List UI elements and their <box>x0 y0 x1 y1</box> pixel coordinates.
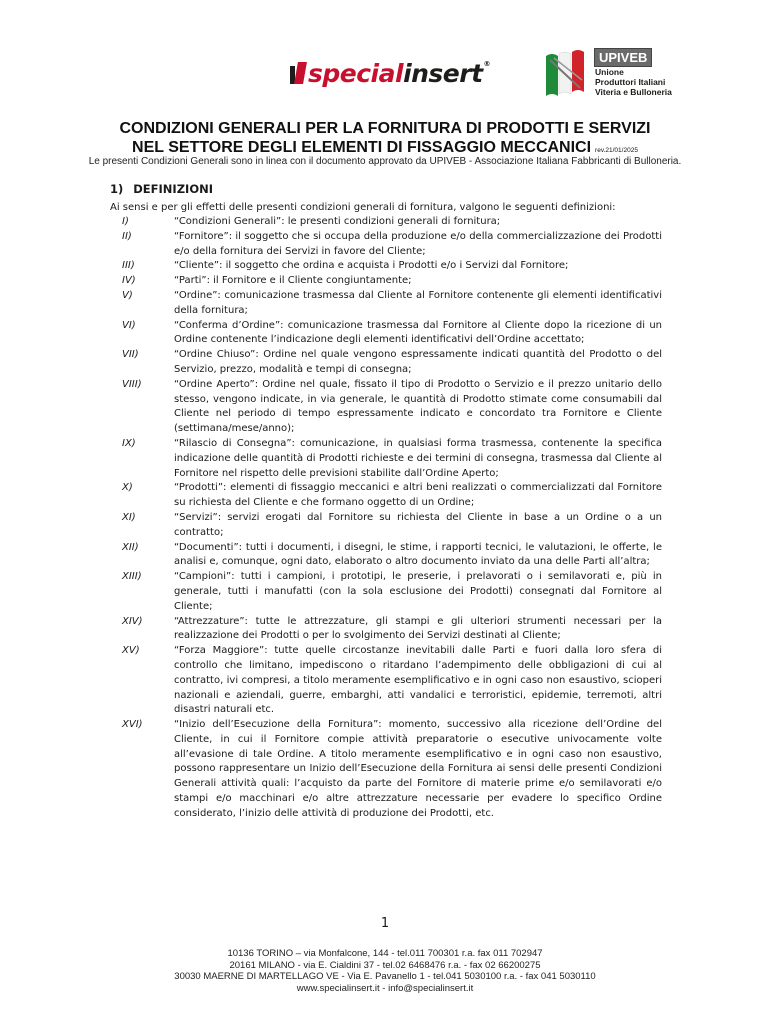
definition-number: III) <box>122 260 135 272</box>
definition-item <box>112 319 662 349</box>
definition-number: VIII) <box>122 378 142 390</box>
definition-number: II) <box>122 230 132 242</box>
definition-item <box>112 541 662 571</box>
definition-text: “Documenti”: tutti i documenti, i disegni, le stime, i rapporti tecnici, le valutazioni, le offerte, le analisi e, comunque, ogni dato, elaborato o altro documento inviato da una delle Parti all’altra; <box>174 541 662 568</box>
definition-text: “Prodotti”: elementi di fissaggio meccanici e altri beni realizzati o commercializzati dal Fornitore su richiesta del Cliente e che formano oggetto di un Ordine; <box>174 482 662 509</box>
section-lead: Ai sensi e per gli effetti delle presenti condizioni generali di fornitura, valgono le seguenti definizioni: <box>110 202 616 213</box>
italian-flag-icon <box>544 50 588 98</box>
definition-number: XVI) <box>122 719 143 731</box>
logo-text-part1: special <box>308 58 404 88</box>
definition-text: “Servizi”: servizi erogati dal Fornitore su richiesta del Cliente in base a un Ordine o a un contratto; <box>174 511 662 538</box>
definition-item <box>112 215 662 230</box>
definition-text: “Attrezzature”: tutte le attrezzature, gli stampi e gli ulteriori strumenti necessari per la realizzazione dei Prodotti o per lo svolgimento dei Servizi destinati al Cliente; <box>174 615 662 642</box>
definition-number: IX) <box>122 437 136 449</box>
definition-number: XIII) <box>122 571 142 583</box>
registered-mark: ® <box>483 59 491 68</box>
definition-number: V) <box>122 289 133 301</box>
definition-number: X) <box>122 482 133 494</box>
specialinsert-mark-icon <box>290 62 306 84</box>
definition-text: “Ordine”: comunicazione trasmessa dal Cliente al Fornitore contenente gli elementi identificativi della fornitura; <box>174 289 662 316</box>
definition-item <box>112 348 662 378</box>
definition-number: XV) <box>122 645 140 657</box>
definition-number: IV) <box>122 275 136 287</box>
upiveb-logo <box>544 48 694 98</box>
definition-number: XII) <box>122 541 139 553</box>
definition-item <box>112 481 662 511</box>
definition-item <box>112 259 662 274</box>
section-title: DEFINIZIONI <box>133 182 214 196</box>
upiveb-subtitle: Unione Produttori Italiani Viteria e Bulloneria <box>595 67 672 97</box>
definition-text: “Campioni”: tutti i campioni, i prototipi, le preserie, i prelavorati o i semilavorati e, più in generale, tutti i manufatti (con la sola esclusione dei Prodotti) consegnati dal Fornitore al Cliente; <box>174 571 662 612</box>
definition-text: “Rilascio di Consegna”: comunicazione, in qualsiasi forma trasmessa, contenente la specifica indicazione delle quantità di Prodotti richieste e dei termini di consegna, trasmessa dal Cliente al Fornitore nel rispetto delle previsioni stabilite dall’Ordine Aperto; <box>174 437 662 479</box>
definition-item <box>112 615 662 645</box>
footer <box>0 948 770 994</box>
section-number: 1) <box>110 182 124 196</box>
definition-item <box>112 718 662 822</box>
definition-number: VI) <box>122 319 136 331</box>
revision-label: rev.21/01/2025 <box>595 147 638 154</box>
upiveb-name: UPIVEB <box>594 48 652 67</box>
definition-text: “Condizioni Generali”: le presenti condizioni generali di fornitura; <box>174 216 501 227</box>
definition-number: I) <box>122 216 129 227</box>
page-number: 1 <box>380 916 390 931</box>
logo-text-part2: insert <box>403 58 483 88</box>
definition-item <box>112 570 662 614</box>
definition-text: “Parti”: il Fornitore e il Cliente congiuntamente; <box>174 275 412 287</box>
footer-address-torino: 10136 TORINO – via Monfalcone, 144 - tel.011 700301 r.a. fax 011 702947 <box>227 948 543 959</box>
definition-item <box>112 274 662 289</box>
definition-number: XIV) <box>122 615 143 627</box>
document-title-line2: NEL SETTORE DEGLI ELEMENTI DI FISSAGGIO MECCANICI rev.21/01/2025 <box>132 139 638 156</box>
definition-item <box>112 378 662 437</box>
definition-text: “Ordine Aperto”: Ordine nel quale, fissato il tipo di Prodotto o Servizio e il prezzo unitario dello stesso, vengono indicate, in via generale, le quantità di Prodotto stimate come consumabili dal Cliente nel periodo di tempo espressamente indicato e concordato tra Fornitore e Cliente (settimana/mese/anno); <box>174 378 662 435</box>
definition-item <box>112 437 662 481</box>
definition-number: XI) <box>122 511 136 523</box>
definition-text: “Ordine Chiuso”: Ordine nel quale vengono espressamente indicati quantità del Prodotto o del Servizio, prezzo, modalità e tempi di consegna; <box>174 349 662 375</box>
definition-text: “Conferma d’Ordine”: comunicazione trasmessa dal Fornitore al Cliente dopo la ricezione di un Ordine contenente l’indicazione degli elementi identificativi dell’Ordine accettato; <box>174 319 662 346</box>
document-title-line1: CONDIZIONI GENERALI PER LA FORNITURA DI PRODOTTI E SERVIZI <box>119 120 651 137</box>
definition-text: “Cliente”: il soggetto che ordina e acquista i Prodotti e/o i Servizi dal Fornitore; <box>174 260 569 272</box>
definition-text: “Forza Maggiore”: tutte quelle circostanze inevitabili dalle Parti e fuori dalla loro sfera di controllo che limitano, impediscono o ritardano l’adempimento delle obbligazioni di cui al contratto, ivi compresi, a titolo meramente esemplificativo e in ogni caso non esaustivo, scioperi nazionali e aziendali, guerre, embarghi, atti vandalici e terroristici, epidemie, terremoti, altri disastri naturali etc. <box>174 645 662 716</box>
definitions-list <box>112 215 662 822</box>
definition-item <box>112 511 662 541</box>
intro-text: Le presenti Condizioni Generali sono in linea con il documento approvato da UPIVEB - Associazione Italiana Fabbricanti di Bulloneria. <box>88 156 682 167</box>
footer-web-contact: www.specialinsert.it - info@specialinsert.it <box>296 982 474 994</box>
definition-item <box>112 289 662 319</box>
definition-text: “Inizio dell’Esecuzione della Fornitura”: momento, successivo alla ricezione dell’Ordine del Cliente, in cui il Fornitore compie attività preparatorie o esecutive univocamente volte all’evasione di tale Ordine. A titolo meramente esemplificativo e in ogni caso non esaustivo, possono rappresentare un Inizio dell’Esecuzione della Fornitura ai sensi delle presenti Condizioni Generali attività quali: l’acquisto da parte del Fornitore di materie prime e/o semilavorati e/o stampi e/o macchinari e/o altre attrezzature necessarie per evadere lo specifico Ordine considerato, l’inizio delle attività di produzione dei Prodotti, etc. <box>174 719 662 819</box>
definition-item <box>112 644 662 718</box>
definition-item <box>112 230 662 260</box>
footer-address-milano: 20161 MILANO - via E. Cialdini 37 - tel.02 6468476 r.a. - fax 02 66200275 <box>229 959 541 971</box>
definition-text: “Fornitore”: il soggetto che si occupa della produzione e/o della commercializzazione dei Prodotti e/o della fornitura dei Servizi in favore del Cliente; <box>174 230 662 257</box>
specialinsert-logo <box>290 58 490 88</box>
definition-number: VII) <box>122 349 139 361</box>
section-heading <box>110 182 213 196</box>
footer-address-maerne: 30030 MAERNE DI MARTELLAGO VE - Via E. Pavanello 1 - tel.041 5030100 r.a. - fax 041 5030110 <box>174 971 596 982</box>
